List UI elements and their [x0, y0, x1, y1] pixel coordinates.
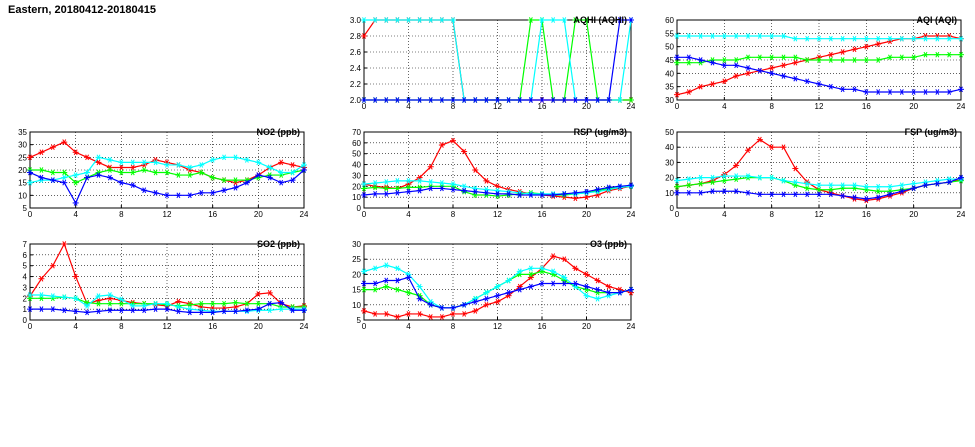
svg-text:3.0: 3.0: [349, 16, 361, 25]
svg-text:0: 0: [669, 204, 674, 213]
svg-text:0: 0: [361, 102, 367, 111]
svg-text:4: 4: [406, 322, 411, 331]
chart-aqhi: [340, 14, 635, 114]
chart-label-no2: NO2 (ppb): [256, 127, 300, 137]
chart-svg-aqi: [655, 14, 965, 114]
svg-text:15: 15: [352, 285, 361, 295]
svg-text:2.6: 2.6: [349, 48, 361, 57]
chart-svg-rsp: [340, 126, 635, 222]
svg-text:2: 2: [22, 294, 27, 304]
svg-text:16: 16: [861, 210, 871, 219]
chart-o3: [340, 238, 635, 334]
svg-text:20: 20: [909, 102, 919, 111]
svg-text:8: 8: [119, 210, 124, 219]
svg-text:55: 55: [665, 29, 674, 39]
svg-text:50: 50: [665, 128, 674, 137]
chart-label-aqi: AQI (AQI): [916, 15, 957, 25]
svg-text:1: 1: [22, 305, 27, 315]
svg-text:3: 3: [22, 283, 27, 293]
chart-aqi: [655, 14, 965, 114]
svg-text:8: 8: [450, 322, 456, 331]
svg-text:4: 4: [722, 210, 727, 219]
svg-text:8: 8: [119, 322, 124, 331]
svg-text:4: 4: [406, 102, 411, 111]
svg-text:24: 24: [299, 210, 308, 219]
svg-text:24: 24: [956, 102, 965, 111]
svg-text:45: 45: [665, 56, 674, 65]
chart-so2: [8, 238, 308, 334]
svg-text:16: 16: [208, 210, 218, 219]
svg-text:12: 12: [814, 210, 824, 219]
svg-text:2.4: 2.4: [349, 64, 361, 73]
svg-text:20: 20: [909, 210, 919, 219]
svg-text:16: 16: [537, 322, 547, 331]
svg-text:60: 60: [352, 138, 361, 148]
svg-text:10: 10: [18, 191, 27, 201]
chart-fsp: [655, 126, 965, 222]
svg-text:35: 35: [665, 82, 674, 92]
svg-text:20: 20: [582, 210, 591, 219]
svg-text:30: 30: [18, 140, 27, 150]
svg-text:20: 20: [352, 270, 361, 280]
svg-text:25: 25: [352, 255, 361, 265]
chart-no2: [8, 126, 308, 222]
svg-text:0: 0: [27, 322, 33, 331]
svg-text:10: 10: [352, 193, 361, 203]
chart-label-so2: SO2 (ppb): [257, 239, 300, 249]
svg-text:60: 60: [665, 16, 674, 25]
svg-text:20: 20: [253, 210, 263, 219]
svg-text:8: 8: [769, 102, 774, 111]
page-title: Eastern, 20180412-20180415: [8, 4, 157, 16]
svg-text:4: 4: [73, 322, 78, 331]
svg-text:20: 20: [582, 322, 591, 331]
svg-text:25: 25: [18, 153, 27, 163]
chart-svg-aqhi: [340, 14, 635, 114]
svg-text:15: 15: [18, 178, 27, 188]
svg-text:40: 40: [352, 160, 361, 170]
svg-text:16: 16: [537, 210, 547, 219]
svg-text:50: 50: [665, 42, 674, 52]
svg-text:5: 5: [22, 261, 27, 271]
svg-text:2.2: 2.2: [349, 80, 361, 89]
svg-text:0: 0: [361, 322, 367, 331]
svg-text:24: 24: [626, 102, 635, 111]
svg-text:0: 0: [674, 102, 680, 111]
chart-rsp: [340, 126, 635, 222]
svg-text:40: 40: [665, 69, 674, 79]
chart-label-fsp: FSP (ug/m3): [904, 127, 957, 137]
svg-text:20: 20: [352, 182, 361, 192]
svg-text:30: 30: [352, 171, 361, 181]
svg-text:0: 0: [22, 316, 27, 325]
svg-text:5: 5: [356, 316, 361, 325]
svg-text:20: 20: [253, 322, 263, 331]
svg-text:6: 6: [22, 250, 27, 260]
chart-label-rsp: RSP (ug/m3): [573, 127, 627, 137]
svg-text:12: 12: [814, 102, 824, 111]
svg-text:2.0: 2.0: [349, 96, 361, 105]
svg-text:16: 16: [208, 322, 218, 331]
svg-text:5: 5: [22, 204, 27, 213]
svg-text:30: 30: [352, 240, 361, 249]
svg-text:12: 12: [493, 322, 502, 331]
chart-svg-so2: [8, 238, 308, 334]
svg-text:20: 20: [18, 166, 27, 175]
svg-text:0: 0: [27, 210, 33, 219]
svg-text:12: 12: [493, 210, 502, 219]
svg-text:4: 4: [406, 210, 411, 219]
svg-text:35: 35: [18, 128, 27, 137]
svg-text:8: 8: [450, 210, 456, 219]
svg-text:24: 24: [626, 210, 635, 219]
svg-text:4: 4: [22, 272, 27, 282]
svg-text:7: 7: [22, 240, 27, 249]
svg-text:24: 24: [956, 210, 965, 219]
svg-text:10: 10: [665, 188, 674, 198]
svg-text:40: 40: [665, 143, 674, 153]
svg-text:0: 0: [356, 204, 361, 213]
svg-text:20: 20: [582, 102, 591, 111]
svg-text:50: 50: [352, 149, 361, 159]
svg-text:12: 12: [493, 102, 502, 111]
svg-text:16: 16: [537, 102, 547, 111]
svg-text:8: 8: [769, 210, 774, 219]
chart-svg-o3: [340, 238, 635, 334]
svg-text:24: 24: [299, 322, 308, 331]
svg-text:0: 0: [674, 210, 680, 219]
svg-text:70: 70: [352, 128, 361, 137]
svg-text:10: 10: [352, 300, 361, 310]
chart-label-aqhi: AQHI (AQHI): [573, 15, 627, 25]
chart-svg-fsp: [655, 126, 965, 222]
svg-text:16: 16: [861, 102, 871, 111]
svg-text:4: 4: [73, 210, 78, 219]
chart-label-o3: O3 (ppb): [590, 239, 627, 249]
svg-text:20: 20: [665, 173, 674, 183]
svg-text:12: 12: [162, 322, 172, 331]
svg-text:12: 12: [162, 210, 172, 219]
svg-text:30: 30: [665, 96, 674, 105]
svg-text:30: 30: [665, 158, 674, 168]
svg-text:4: 4: [722, 102, 727, 111]
chart-svg-no2: [8, 126, 308, 222]
svg-text:8: 8: [450, 102, 456, 111]
svg-text:0: 0: [361, 210, 367, 219]
svg-text:24: 24: [626, 322, 635, 331]
svg-text:2.8: 2.8: [349, 32, 361, 41]
